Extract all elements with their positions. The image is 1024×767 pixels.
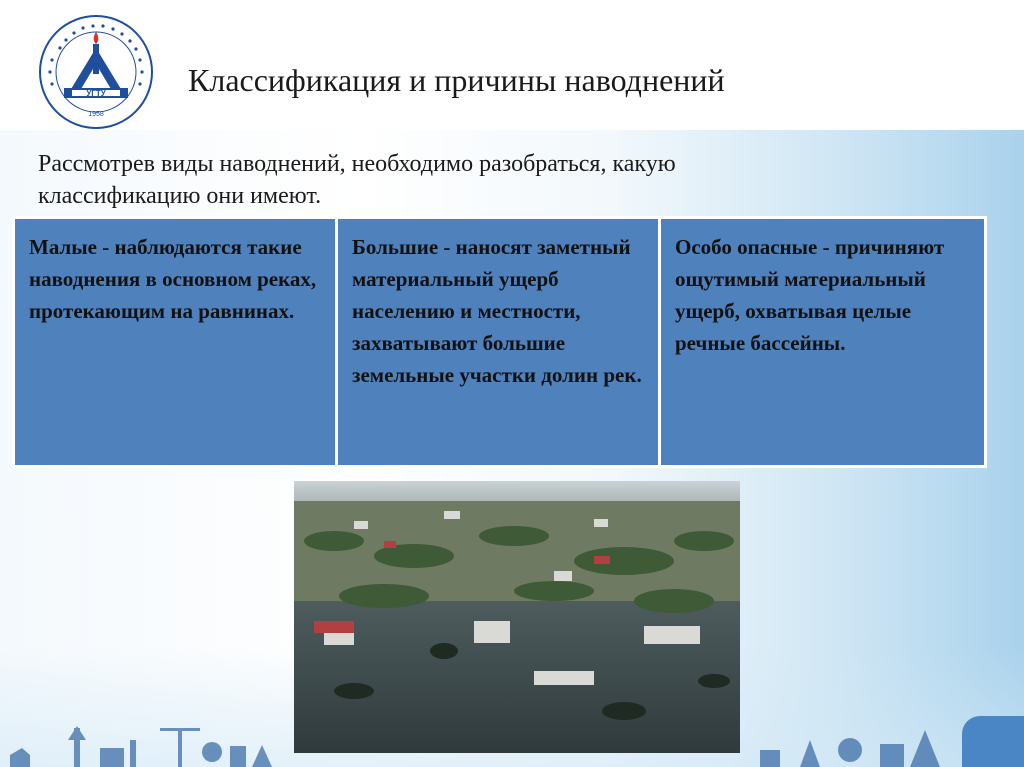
- table-cell-small-floods: Малые - наблюдаются такие наводнения в основном реках, протекающим на равнинах.: [15, 219, 335, 465]
- industrial-skyline-decoration: [0, 700, 1024, 767]
- svg-text:1958: 1958: [88, 111, 104, 118]
- table-cell-large-floods: Большие - наносят заметный материальный ущерб населению и местности, захватывают большие земельные участки долин рек.: [338, 219, 658, 465]
- corner-brand-mark: [962, 716, 1024, 767]
- university-logo: [38, 14, 154, 130]
- svg-text:УГТУ: УГТУ: [86, 89, 106, 98]
- classification-table: [12, 216, 987, 468]
- slide-header: [0, 0, 1024, 130]
- intro-text: Рассмотрев виды наводнений, необходимо разобраться, какую классификацию они имеют.: [38, 151, 676, 209]
- table-cell-dangerous-floods: Особо опасные - причиняют ощутимый материальный ущерб, охватывая целые речные бассейны.: [661, 219, 984, 465]
- slide-title: Классификация и причины наводнений: [188, 62, 725, 98]
